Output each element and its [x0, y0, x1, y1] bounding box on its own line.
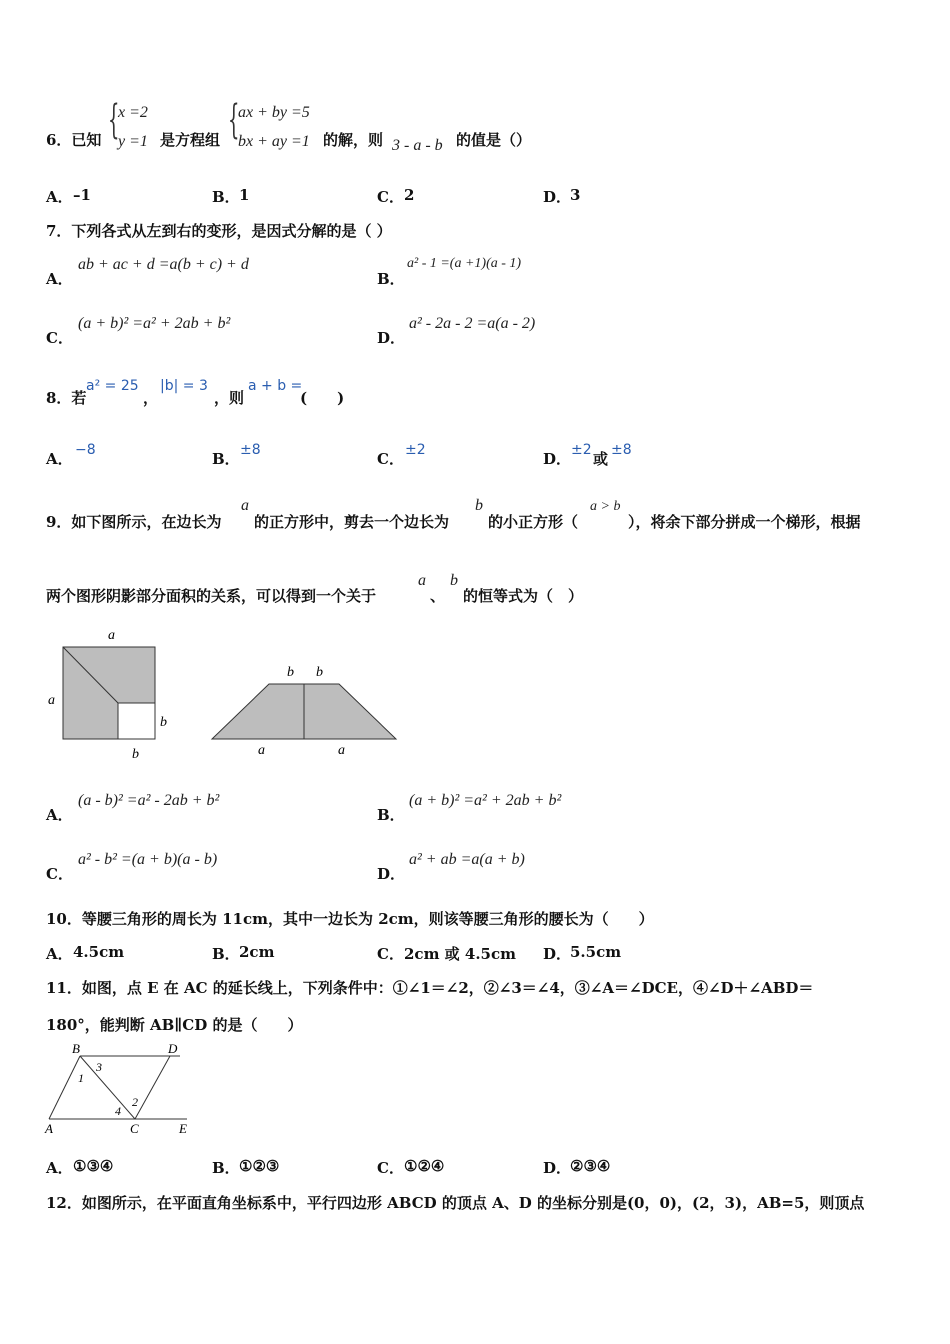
q9-small-square — [118, 703, 155, 739]
svg-text:E: E — [179, 1121, 187, 1136]
q6-prefix: 6．已知 — [46, 131, 102, 149]
q9-label-trap-top-right: b — [316, 665, 323, 680]
svg-text:B: B — [72, 1041, 80, 1056]
q6-sys1-eq1: x =2 — [118, 104, 148, 121]
q7-stem: 7．下列各式从左到右的变形，是因式分解的是（ ） — [46, 222, 392, 240]
q6-sys2-eq2: bx + ay =1 — [238, 133, 310, 150]
q9-figure — [40, 620, 410, 765]
svg-text:3: 3 — [96, 1060, 102, 1074]
q6-mid: 是方程组 — [160, 131, 221, 149]
q9-label-small-right: b — [160, 715, 167, 730]
q9-var-a: a — [241, 497, 249, 514]
q9-label-small-bottom: b — [132, 747, 139, 762]
svg-text:2: 2 — [132, 1095, 138, 1109]
q12-line1: 12．如图所示，在平面直角坐标系中，平行四边形 ABCD 的顶点 A、D 的坐标分别是(0，0)，(2，3)，AB=5，则顶点 — [46, 1194, 865, 1212]
q6-sys2-eq1: ax + by =5 — [238, 104, 310, 121]
q8-expr: a + b = — [248, 378, 303, 394]
q9-label-trap-bottom-left: a — [258, 743, 265, 758]
q8-cond1: a² = 25 — [86, 378, 139, 394]
q10-stem: 10．等腰三角形的周长为 11cm，其中一边长为 2cm，则该等腰三角形的腰长为（ ） — [46, 910, 654, 928]
q8-cond2: |b| = 3 — [160, 378, 208, 394]
svg-text:1: 1 — [78, 1071, 84, 1085]
q6-expr: 3 - a - b — [392, 137, 443, 154]
q6-sys1-eq2: y =1 — [118, 133, 148, 150]
svg-text:C: C — [130, 1121, 139, 1136]
q9-label-trap-top-left: b — [287, 665, 294, 680]
q9-cond: a > b — [590, 499, 621, 514]
q11-line1: 11．如图，点 E 在 AC 的延长线上，下列条件中：①∠1＝∠2，②∠3＝∠4，③∠A＝∠DCE，④∠D＋∠ABD＝ — [46, 979, 814, 997]
svg-text:A: A — [45, 1121, 53, 1136]
q11-line2: 180°，能判断 AB∥CD 的是（ ） — [46, 1016, 303, 1034]
q9-label-trap-bottom-right: a — [338, 743, 345, 758]
q9-label-top: a — [108, 628, 115, 643]
q6-brace-2: { — [228, 97, 240, 143]
q6-brace-1: { — [108, 97, 120, 143]
q8-prefix: 8．若 — [46, 389, 87, 407]
q11-figure — [40, 1040, 200, 1140]
q9-var-b: b — [475, 497, 483, 514]
svg-text:4: 4 — [115, 1104, 121, 1118]
q6-after: 的解，则 — [323, 131, 384, 149]
svg-text:D: D — [168, 1041, 178, 1056]
q9-label-left: a — [48, 693, 55, 708]
q6-tail: 的值是（） — [456, 131, 532, 149]
